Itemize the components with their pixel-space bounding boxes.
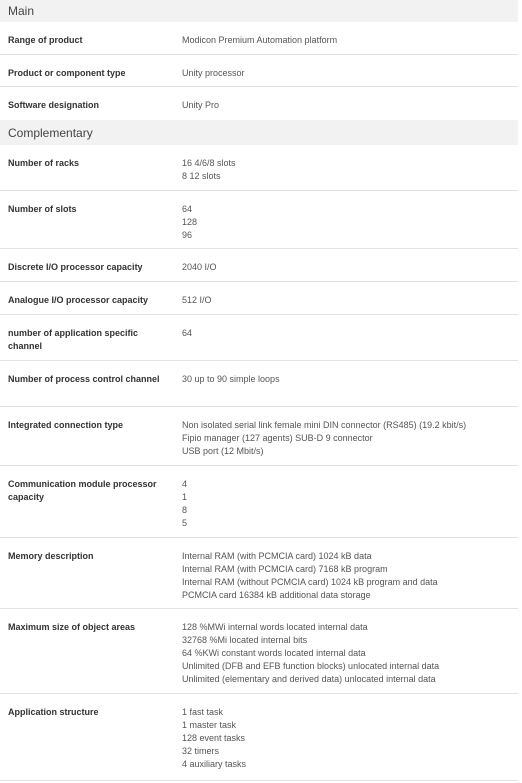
spec-label: Discrete I/O processor capacity [8,262,143,272]
spec-values [182,34,518,54]
spec-value: 32768 %Mi located internal bits [182,635,308,645]
spec-values [182,550,518,608]
spec-values [182,419,518,465]
spec-row-process-control-channel [0,361,518,407]
spec-values [182,373,518,406]
spec-label: Analogue I/O processor capacity [8,295,149,305]
spec-values [182,67,518,86]
spec-row-number-of-racks [0,145,518,191]
section-header-main: Main [0,0,518,22]
spec-row-number-of-slots [0,191,518,249]
spec-value: 8 [182,505,188,515]
spec-value: Unity processor [182,68,245,78]
spec-row-integrated-connection-type [0,407,518,466]
spec-row-max-object-areas [0,609,518,694]
spec-value: 64 [182,204,193,214]
spec-value: Unlimited (DFB and EFB function blocks) unlocated internal data [182,661,440,671]
spec-value: 2040 I/O [182,262,217,272]
spec-value: 30 up to 90 simple loops [182,374,280,384]
spec-values [182,261,518,281]
spec-values [182,157,518,190]
spec-values [182,203,518,248]
spec-values [182,327,518,360]
spec-value: 512 I/O [182,295,212,305]
spec-label: Memory description [8,551,94,561]
spec-value: 1 [182,492,188,502]
spec-value: 32 timers [182,746,220,756]
spec-value: Modicon Premium Automation platform [182,35,338,45]
spec-value: Unity Pro [182,100,220,110]
spec-value: 16 4/6/8 slots [182,158,236,168]
spec-value: Internal RAM (with PCMCIA card) 1024 kB data [182,551,372,561]
spec-value: Fipio manager (127 agents) SUB-D 9 connector [182,433,373,443]
spec-row-software-designation [0,87,518,120]
spec-row-application-specific-channel [0,315,518,361]
spec-value: 128 event tasks [182,733,246,743]
spec-label: Application structure [8,707,99,717]
spec-value: PCMCIA card 16384 kB additional data storage [182,590,371,600]
spec-label: Software designation [8,100,100,110]
spec-value: Non isolated serial link female mini DIN connector (RS485) (19.2 kbit/s) [182,420,467,430]
spec-row-memory-description [0,538,518,609]
spec-value: 5 [182,518,188,528]
spec-value: Internal RAM (with PCMCIA card) 7168 kB program [182,564,388,574]
spec-row-discrete-io [0,249,518,282]
spec-values [182,99,518,120]
spec-label: Number of racks [8,158,80,168]
section-header-complementary: Complementary [0,120,518,145]
spec-value: 64 %KWi constant words located internal data [182,648,366,658]
spec-value: 1 fast task [182,707,224,717]
spec-row-communication-module-capacity [0,466,518,538]
spec-value: 4 [182,479,188,489]
spec-value: 64 [182,328,193,338]
spec-values [182,478,518,537]
spec-label: Maximum size of object areas [8,622,136,632]
spec-value: 4 auxiliary tasks [182,759,247,769]
spec-values [182,706,518,780]
spec-value: 128 [182,217,198,227]
spec-label: Range of product [8,35,83,45]
spec-label: Integrated connection type [8,420,124,430]
spec-value: Unlimited (elementary and derived data) unlocated internal data [182,674,436,684]
spec-label: Number of slots [8,204,77,214]
spec-label: Communication module processor capacity [8,479,157,502]
spec-values [182,294,518,314]
spec-label: Number of process control channel [8,374,160,384]
spec-row-product-type [0,55,518,87]
spec-value: 1 master task [182,720,237,730]
spec-row-analogue-io [0,282,518,315]
spec-row-range-of-product [0,22,518,55]
spec-value: USB port (12 Mbit/s) [182,446,264,456]
spec-value: 96 [182,230,193,240]
spec-value: Internal RAM (without PCMCIA card) 1024 kB program and data [182,577,438,587]
spec-row-application-structure [0,694,518,781]
spec-value: 128 %MWi internal words located internal data [182,622,368,632]
spec-label: number of application specific channel [8,328,139,351]
spec-value: 8 12 slots [182,171,221,181]
spec-label: Product or component type [8,68,126,78]
spec-values [182,621,518,693]
